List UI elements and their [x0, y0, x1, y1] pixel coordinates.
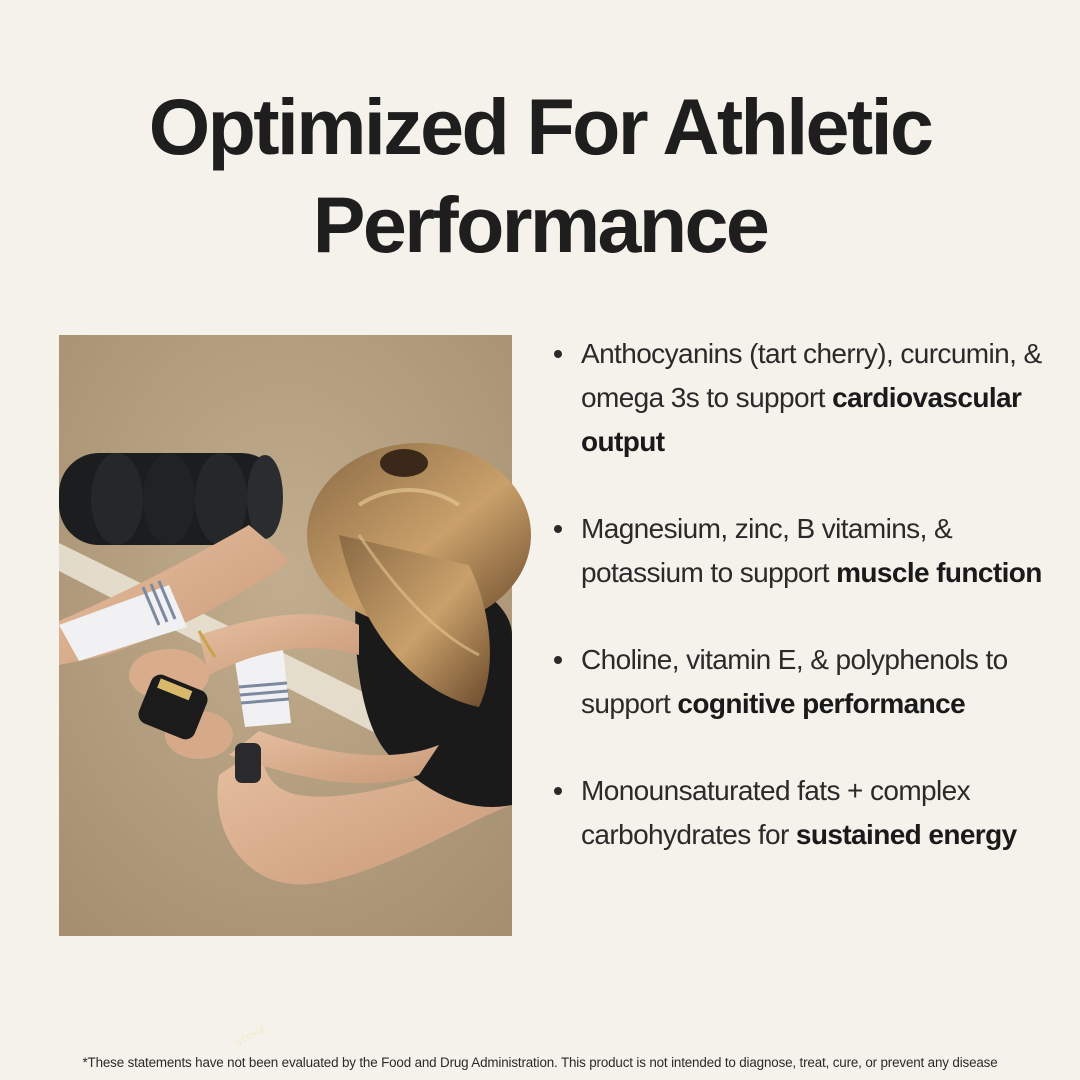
bullet-icon [554, 525, 562, 533]
bullet-icon [554, 350, 562, 358]
jar-label: STOKE [233, 1023, 268, 1049]
benefit-item [552, 507, 1072, 595]
headline-line-1: Optimized For Athletic [148, 82, 932, 171]
headline [0, 78, 1080, 274]
athlete-photo-illustration [59, 335, 512, 936]
bullet-icon [554, 787, 562, 795]
benefit-text: Anthocyanins (tart cherry), curcumin, & omega 3s to support [581, 338, 1042, 413]
benefit-highlight: cognitive performance [677, 688, 966, 719]
bullet-icon [554, 656, 562, 664]
benefit-item [552, 769, 1072, 857]
benefit-text: Choline, vitamin E, & polyphenols to support [581, 644, 1008, 719]
benefit-item [552, 332, 1072, 464]
fda-disclaimer: *These statements have not been evaluated by the Food and Drug Administration. This product is not intended to diagnose, treat, cure, or prevent any disease [82, 1055, 998, 1070]
benefit-text: Magnesium, zinc, B vitamins, & potassium to support [581, 513, 953, 588]
benefit-text: Monounsaturated fats + complex carbohydrates for [581, 775, 971, 850]
benefit-highlight: cardiovascular output [581, 382, 1022, 457]
benefits-list [552, 332, 1072, 900]
athlete-photo [59, 335, 512, 1049]
benefit-item [552, 638, 1072, 726]
benefit-highlight: sustained energy [795, 819, 1017, 850]
headline-line-2: Performance [312, 180, 768, 269]
benefit-highlight: muscle function [836, 557, 1042, 588]
